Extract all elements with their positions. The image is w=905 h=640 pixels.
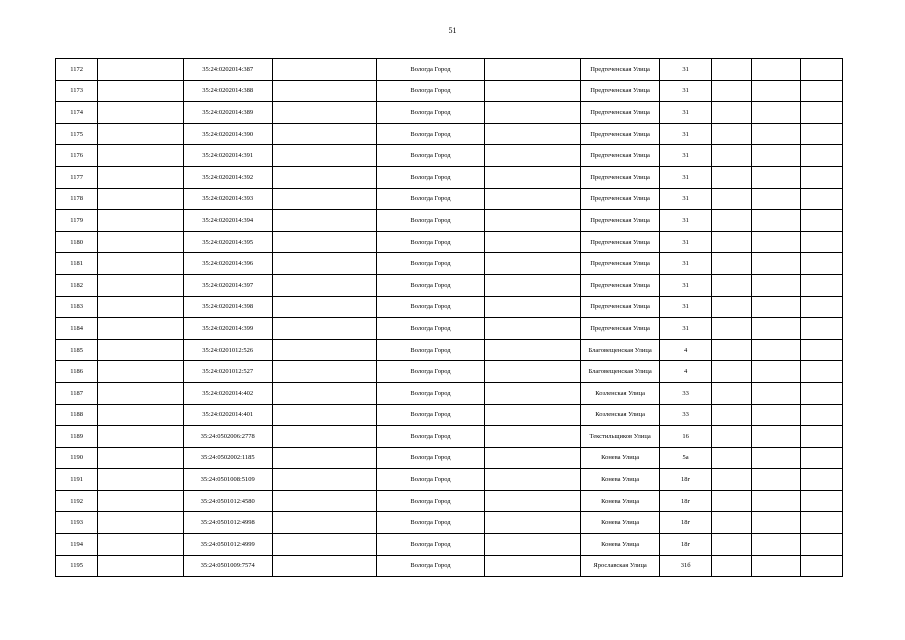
cell-empty-6 bbox=[800, 404, 842, 426]
cell-empty-4 bbox=[711, 123, 751, 145]
cell-number: 1183 bbox=[56, 296, 98, 318]
cell-empty-3 bbox=[484, 210, 580, 232]
cell-empty-2 bbox=[272, 145, 377, 167]
cell-empty-3 bbox=[484, 123, 580, 145]
table-row bbox=[56, 145, 843, 167]
cell-empty-3 bbox=[484, 253, 580, 275]
cell-empty-6 bbox=[800, 166, 842, 188]
cell-empty-2 bbox=[272, 404, 377, 426]
cell-empty-1 bbox=[98, 210, 184, 232]
cell-settlement: Вологда Город bbox=[377, 188, 485, 210]
cell-settlement: Вологда Город bbox=[377, 382, 485, 404]
cell-empty-2 bbox=[272, 318, 377, 340]
cell-cadastral-number: 35:24:0202014:399 bbox=[183, 318, 272, 340]
cell-empty-5 bbox=[752, 534, 801, 556]
cell-empty-6 bbox=[800, 80, 842, 102]
cell-empty-1 bbox=[98, 361, 184, 383]
cell-house-number: 16 bbox=[660, 426, 712, 448]
cell-street: Предтеченская Улица bbox=[581, 59, 660, 81]
table-row bbox=[56, 426, 843, 448]
cell-empty-3 bbox=[484, 404, 580, 426]
cell-number: 1172 bbox=[56, 59, 98, 81]
cell-street: Предтеченская Улица bbox=[581, 80, 660, 102]
cell-cadastral-number: 35:24:0501008:5109 bbox=[183, 469, 272, 491]
cell-house-number: 18г bbox=[660, 512, 712, 534]
cell-empty-6 bbox=[800, 318, 842, 340]
cell-empty-6 bbox=[800, 512, 842, 534]
cell-house-number: 31 bbox=[660, 59, 712, 81]
cell-street: Конева Улица bbox=[581, 490, 660, 512]
cell-street: Предтеченская Улица bbox=[581, 102, 660, 124]
cell-empty-4 bbox=[711, 188, 751, 210]
cell-street: Предтеченская Улица bbox=[581, 296, 660, 318]
cell-empty-1 bbox=[98, 296, 184, 318]
table-row bbox=[56, 318, 843, 340]
cell-house-number: 18г bbox=[660, 490, 712, 512]
cell-empty-5 bbox=[752, 490, 801, 512]
cell-number: 1179 bbox=[56, 210, 98, 232]
cell-settlement: Вологда Город bbox=[377, 80, 485, 102]
cell-empty-2 bbox=[272, 555, 377, 577]
table-row bbox=[56, 404, 843, 426]
cell-empty-4 bbox=[711, 534, 751, 556]
cell-settlement: Вологда Город bbox=[377, 469, 485, 491]
cell-number: 1178 bbox=[56, 188, 98, 210]
cell-settlement: Вологда Город bbox=[377, 339, 485, 361]
cell-street: Ярославская Улица bbox=[581, 555, 660, 577]
cell-settlement: Вологда Город bbox=[377, 274, 485, 296]
cell-cadastral-number: 35:24:0202014:388 bbox=[183, 80, 272, 102]
cell-empty-4 bbox=[711, 447, 751, 469]
cell-empty-6 bbox=[800, 253, 842, 275]
cell-empty-1 bbox=[98, 145, 184, 167]
cell-cadastral-number: 35:24:0201012:527 bbox=[183, 361, 272, 383]
cell-house-number: 31 bbox=[660, 166, 712, 188]
cell-street: Предтеченская Улица bbox=[581, 166, 660, 188]
cell-street: Конева Улица bbox=[581, 447, 660, 469]
cell-empty-5 bbox=[752, 253, 801, 275]
cell-empty-3 bbox=[484, 512, 580, 534]
table-row bbox=[56, 296, 843, 318]
cell-cadastral-number: 35:24:0202014:394 bbox=[183, 210, 272, 232]
cell-empty-4 bbox=[711, 210, 751, 232]
table-row bbox=[56, 166, 843, 188]
cell-street: Козленская Улица bbox=[581, 404, 660, 426]
cell-empty-4 bbox=[711, 59, 751, 81]
cell-empty-5 bbox=[752, 123, 801, 145]
cell-settlement: Вологда Город bbox=[377, 447, 485, 469]
cell-empty-6 bbox=[800, 469, 842, 491]
cell-street: Предтеченская Улица bbox=[581, 210, 660, 232]
cell-empty-1 bbox=[98, 426, 184, 448]
table-row bbox=[56, 231, 843, 253]
cell-cadastral-number: 35:24:0202014:397 bbox=[183, 274, 272, 296]
cell-number: 1182 bbox=[56, 274, 98, 296]
cell-street: Предтеченская Улица bbox=[581, 188, 660, 210]
cell-empty-4 bbox=[711, 404, 751, 426]
table-row bbox=[56, 361, 843, 383]
table-row bbox=[56, 123, 843, 145]
table-row bbox=[56, 102, 843, 124]
cell-house-number: 5а bbox=[660, 447, 712, 469]
cell-street: Предтеченская Улица bbox=[581, 274, 660, 296]
cell-empty-5 bbox=[752, 145, 801, 167]
cell-empty-3 bbox=[484, 296, 580, 318]
cell-settlement: Вологда Город bbox=[377, 145, 485, 167]
cell-empty-4 bbox=[711, 80, 751, 102]
cell-empty-6 bbox=[800, 490, 842, 512]
cell-settlement: Вологда Город bbox=[377, 534, 485, 556]
cell-house-number: 18г bbox=[660, 469, 712, 491]
cell-empty-3 bbox=[484, 555, 580, 577]
cell-empty-2 bbox=[272, 123, 377, 145]
cell-empty-4 bbox=[711, 296, 751, 318]
cell-number: 1192 bbox=[56, 490, 98, 512]
cell-empty-4 bbox=[711, 274, 751, 296]
cell-empty-1 bbox=[98, 102, 184, 124]
cell-settlement: Вологда Город bbox=[377, 210, 485, 232]
cell-number: 1175 bbox=[56, 123, 98, 145]
cell-house-number: 31 bbox=[660, 210, 712, 232]
cell-empty-6 bbox=[800, 145, 842, 167]
cell-empty-1 bbox=[98, 490, 184, 512]
cell-empty-5 bbox=[752, 166, 801, 188]
cell-cadastral-number: 35:24:0202014:398 bbox=[183, 296, 272, 318]
cell-house-number: 31б bbox=[660, 555, 712, 577]
cell-cadastral-number: 35:24:0202014:389 bbox=[183, 102, 272, 124]
cell-number: 1176 bbox=[56, 145, 98, 167]
cell-settlement: Вологда Город bbox=[377, 426, 485, 448]
cell-empty-6 bbox=[800, 555, 842, 577]
cell-empty-4 bbox=[711, 166, 751, 188]
cell-empty-4 bbox=[711, 253, 751, 275]
cell-settlement: Вологда Город bbox=[377, 555, 485, 577]
page-number: 51 bbox=[448, 26, 457, 35]
cell-empty-3 bbox=[484, 490, 580, 512]
cell-street: Конева Улица bbox=[581, 534, 660, 556]
cell-empty-3 bbox=[484, 166, 580, 188]
cell-cadastral-number: 35:24:0502002:1185 bbox=[183, 447, 272, 469]
cell-empty-1 bbox=[98, 339, 184, 361]
cell-house-number: 31 bbox=[660, 80, 712, 102]
cell-empty-5 bbox=[752, 80, 801, 102]
cell-empty-4 bbox=[711, 339, 751, 361]
cell-empty-1 bbox=[98, 253, 184, 275]
cell-empty-3 bbox=[484, 318, 580, 340]
cell-empty-5 bbox=[752, 426, 801, 448]
cell-cadastral-number: 35:24:0501012:4999 bbox=[183, 534, 272, 556]
cell-empty-6 bbox=[800, 361, 842, 383]
cell-empty-5 bbox=[752, 318, 801, 340]
cell-cadastral-number: 35:24:0202014:401 bbox=[183, 404, 272, 426]
cell-empty-5 bbox=[752, 447, 801, 469]
cell-house-number: 33 bbox=[660, 382, 712, 404]
cell-empty-5 bbox=[752, 512, 801, 534]
cell-empty-2 bbox=[272, 512, 377, 534]
cell-empty-1 bbox=[98, 534, 184, 556]
cell-settlement: Вологда Город bbox=[377, 296, 485, 318]
cell-empty-5 bbox=[752, 404, 801, 426]
cell-cadastral-number: 35:24:0202014:390 bbox=[183, 123, 272, 145]
cell-empty-4 bbox=[711, 382, 751, 404]
cell-empty-3 bbox=[484, 231, 580, 253]
cell-house-number: 31 bbox=[660, 253, 712, 275]
cell-empty-4 bbox=[711, 318, 751, 340]
cell-empty-1 bbox=[98, 231, 184, 253]
cell-empty-4 bbox=[711, 426, 751, 448]
cell-empty-6 bbox=[800, 188, 842, 210]
table-row bbox=[56, 274, 843, 296]
cell-number: 1185 bbox=[56, 339, 98, 361]
cell-number: 1190 bbox=[56, 447, 98, 469]
cell-house-number: 18г bbox=[660, 534, 712, 556]
cell-empty-5 bbox=[752, 555, 801, 577]
cell-empty-3 bbox=[484, 145, 580, 167]
cell-street: Текстильщиков Улица bbox=[581, 426, 660, 448]
cell-cadastral-number: 35:24:0501009:7574 bbox=[183, 555, 272, 577]
cell-number: 1177 bbox=[56, 166, 98, 188]
cell-empty-4 bbox=[711, 102, 751, 124]
cell-empty-5 bbox=[752, 102, 801, 124]
cell-empty-5 bbox=[752, 361, 801, 383]
table-row bbox=[56, 80, 843, 102]
cell-empty-6 bbox=[800, 447, 842, 469]
cell-street: Предтеченская Улица bbox=[581, 145, 660, 167]
cell-cadastral-number: 35:24:0202014:387 bbox=[183, 59, 272, 81]
cell-cadastral-number: 35:24:0202014:393 bbox=[183, 188, 272, 210]
cell-house-number: 31 bbox=[660, 188, 712, 210]
cell-cadastral-number: 35:24:0202014:396 bbox=[183, 253, 272, 275]
cell-empty-4 bbox=[711, 469, 751, 491]
cell-empty-2 bbox=[272, 361, 377, 383]
cell-cadastral-number: 35:24:0501012:4998 bbox=[183, 512, 272, 534]
registry-table bbox=[55, 58, 843, 577]
cell-empty-5 bbox=[752, 188, 801, 210]
cell-empty-4 bbox=[711, 231, 751, 253]
cell-empty-2 bbox=[272, 382, 377, 404]
table-row bbox=[56, 210, 843, 232]
cell-empty-4 bbox=[711, 361, 751, 383]
cell-empty-6 bbox=[800, 426, 842, 448]
cell-empty-2 bbox=[272, 59, 377, 81]
cell-street: Благовещенская Улица bbox=[581, 339, 660, 361]
cell-house-number: 4 bbox=[660, 361, 712, 383]
cell-empty-1 bbox=[98, 318, 184, 340]
table-row bbox=[56, 59, 843, 81]
cell-empty-1 bbox=[98, 123, 184, 145]
cell-empty-3 bbox=[484, 469, 580, 491]
cell-empty-1 bbox=[98, 59, 184, 81]
cell-empty-3 bbox=[484, 59, 580, 81]
cell-empty-2 bbox=[272, 253, 377, 275]
cell-empty-3 bbox=[484, 534, 580, 556]
cell-number: 1193 bbox=[56, 512, 98, 534]
table-row bbox=[56, 382, 843, 404]
cell-settlement: Вологда Город bbox=[377, 361, 485, 383]
cell-street: Конева Улица bbox=[581, 512, 660, 534]
cell-empty-5 bbox=[752, 231, 801, 253]
cell-empty-3 bbox=[484, 274, 580, 296]
cell-empty-1 bbox=[98, 188, 184, 210]
cell-street: Конева Улица bbox=[581, 469, 660, 491]
cell-settlement: Вологда Город bbox=[377, 102, 485, 124]
cell-empty-5 bbox=[752, 382, 801, 404]
cell-number: 1174 bbox=[56, 102, 98, 124]
cell-empty-1 bbox=[98, 447, 184, 469]
cell-empty-6 bbox=[800, 382, 842, 404]
cell-empty-6 bbox=[800, 296, 842, 318]
cell-empty-4 bbox=[711, 490, 751, 512]
cell-empty-1 bbox=[98, 166, 184, 188]
cell-empty-6 bbox=[800, 231, 842, 253]
cell-empty-2 bbox=[272, 339, 377, 361]
cell-empty-3 bbox=[484, 361, 580, 383]
cell-house-number: 31 bbox=[660, 231, 712, 253]
cell-empty-1 bbox=[98, 382, 184, 404]
cell-empty-6 bbox=[800, 210, 842, 232]
cell-house-number: 31 bbox=[660, 296, 712, 318]
cell-house-number: 31 bbox=[660, 318, 712, 340]
cell-street: Предтеченская Улица bbox=[581, 231, 660, 253]
cell-empty-2 bbox=[272, 447, 377, 469]
cell-empty-2 bbox=[272, 166, 377, 188]
registry-body bbox=[56, 59, 843, 577]
cell-settlement: Вологда Город bbox=[377, 231, 485, 253]
table-row bbox=[56, 339, 843, 361]
cell-cadastral-number: 35:24:0202014:392 bbox=[183, 166, 272, 188]
cell-empty-1 bbox=[98, 274, 184, 296]
cell-number: 1187 bbox=[56, 382, 98, 404]
cell-number: 1195 bbox=[56, 555, 98, 577]
cell-settlement: Вологда Город bbox=[377, 123, 485, 145]
table-row bbox=[56, 447, 843, 469]
cell-number: 1184 bbox=[56, 318, 98, 340]
cell-empty-3 bbox=[484, 382, 580, 404]
cell-house-number: 31 bbox=[660, 102, 712, 124]
cell-empty-1 bbox=[98, 404, 184, 426]
cell-number: 1181 bbox=[56, 253, 98, 275]
cell-empty-1 bbox=[98, 555, 184, 577]
cell-empty-3 bbox=[484, 339, 580, 361]
cell-number: 1173 bbox=[56, 80, 98, 102]
cell-house-number: 31 bbox=[660, 123, 712, 145]
cell-empty-6 bbox=[800, 59, 842, 81]
cell-empty-3 bbox=[484, 102, 580, 124]
cell-number: 1186 bbox=[56, 361, 98, 383]
cell-cadastral-number: 35:24:0201012:526 bbox=[183, 339, 272, 361]
cell-cadastral-number: 35:24:0202014:402 bbox=[183, 382, 272, 404]
cell-settlement: Вологда Город bbox=[377, 404, 485, 426]
cell-cadastral-number: 35:24:0202014:391 bbox=[183, 145, 272, 167]
cell-empty-1 bbox=[98, 80, 184, 102]
cell-empty-2 bbox=[272, 469, 377, 491]
cell-empty-5 bbox=[752, 210, 801, 232]
cell-settlement: Вологда Город bbox=[377, 59, 485, 81]
cell-street: Благовещенская Улица bbox=[581, 361, 660, 383]
cell-empty-6 bbox=[800, 102, 842, 124]
table-row bbox=[56, 188, 843, 210]
cell-empty-4 bbox=[711, 145, 751, 167]
cell-empty-2 bbox=[272, 490, 377, 512]
cell-empty-6 bbox=[800, 123, 842, 145]
cell-empty-2 bbox=[272, 80, 377, 102]
cell-empty-5 bbox=[752, 274, 801, 296]
cell-empty-4 bbox=[711, 555, 751, 577]
cell-street: Козленская Улица bbox=[581, 382, 660, 404]
cell-empty-6 bbox=[800, 534, 842, 556]
cell-number: 1189 bbox=[56, 426, 98, 448]
cell-number: 1188 bbox=[56, 404, 98, 426]
cell-house-number: 4 bbox=[660, 339, 712, 361]
cell-house-number: 31 bbox=[660, 274, 712, 296]
cell-house-number: 31 bbox=[660, 145, 712, 167]
table-row bbox=[56, 469, 843, 491]
table-row bbox=[56, 490, 843, 512]
cell-empty-2 bbox=[272, 534, 377, 556]
cell-empty-3 bbox=[484, 447, 580, 469]
cell-street: Предтеченская Улица bbox=[581, 318, 660, 340]
cell-empty-2 bbox=[272, 296, 377, 318]
cell-empty-2 bbox=[272, 426, 377, 448]
cell-settlement: Вологда Город bbox=[377, 512, 485, 534]
table-row bbox=[56, 253, 843, 275]
cell-empty-3 bbox=[484, 188, 580, 210]
cell-street: Предтеченская Улица bbox=[581, 253, 660, 275]
cell-settlement: Вологда Город bbox=[377, 490, 485, 512]
table-row bbox=[56, 555, 843, 577]
cell-empty-2 bbox=[272, 231, 377, 253]
cell-empty-1 bbox=[98, 512, 184, 534]
cell-empty-3 bbox=[484, 426, 580, 448]
cell-empty-4 bbox=[711, 512, 751, 534]
table-row bbox=[56, 512, 843, 534]
cell-empty-6 bbox=[800, 339, 842, 361]
cell-empty-1 bbox=[98, 469, 184, 491]
cell-house-number: 33 bbox=[660, 404, 712, 426]
cell-empty-5 bbox=[752, 296, 801, 318]
cell-street: Предтеченская Улица bbox=[581, 123, 660, 145]
cell-empty-5 bbox=[752, 59, 801, 81]
cell-empty-6 bbox=[800, 274, 842, 296]
cell-settlement: Вологда Город bbox=[377, 166, 485, 188]
cell-number: 1194 bbox=[56, 534, 98, 556]
cell-cadastral-number: 35:24:0501012:4580 bbox=[183, 490, 272, 512]
cell-empty-5 bbox=[752, 339, 801, 361]
cell-empty-2 bbox=[272, 274, 377, 296]
table-row bbox=[56, 534, 843, 556]
cell-cadastral-number: 35:24:0502006:2778 bbox=[183, 426, 272, 448]
cell-empty-5 bbox=[752, 469, 801, 491]
cell-number: 1180 bbox=[56, 231, 98, 253]
cell-number: 1191 bbox=[56, 469, 98, 491]
cell-empty-2 bbox=[272, 210, 377, 232]
cell-empty-3 bbox=[484, 80, 580, 102]
cell-settlement: Вологда Город bbox=[377, 253, 485, 275]
cell-empty-2 bbox=[272, 188, 377, 210]
cell-cadastral-number: 35:24:0202014:395 bbox=[183, 231, 272, 253]
cell-empty-2 bbox=[272, 102, 377, 124]
cell-settlement: Вологда Город bbox=[377, 318, 485, 340]
